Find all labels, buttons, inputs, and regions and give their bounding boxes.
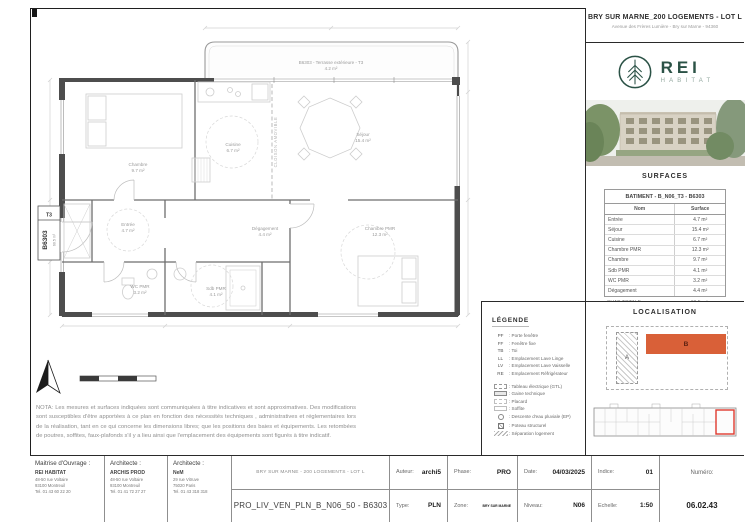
terrace-area: 4.2 m² <box>324 66 338 71</box>
placard-icon <box>494 399 507 404</box>
table-row: Cuisine 6.7 m² <box>605 235 725 245</box>
legend-row: : Descente d'eau pluviale (EP) <box>492 414 581 420</box>
svg-text:Chambre: Chambre <box>128 162 148 167</box>
project-name: BRY SUR MARNE - 200 LOGEMENTS - LOT L <box>232 456 389 490</box>
indice-echelle-cell: Indice: 01 Echelle: 1:50 <box>592 456 660 522</box>
legend-title: LÉGENDE <box>492 317 529 327</box>
table-row: Chambre 9.7 m² <box>605 256 725 266</box>
echelle-value: 1:50 <box>639 502 653 510</box>
project-subtitle: Avenue des Frères Lumière - Bry sur Marne - 94360 <box>611 23 719 29</box>
localisation-panel <box>586 301 744 455</box>
legend-row: : Soffite <box>492 406 581 411</box>
date-niveau-cell: Date: 04/03/2025 Niveau: N06 <box>518 456 592 522</box>
table-row: Chambre PMR 12.3 m² <box>605 246 725 256</box>
svg-text:4.1 m²: 4.1 m² <box>209 292 223 297</box>
legend-row: LL : Emplacement Lave Linge <box>497 355 564 361</box>
legend-row: : Tableau électrique (GTL) <box>492 384 581 389</box>
svg-text:4.7 m²: 4.7 m² <box>121 228 135 233</box>
surfaces-table <box>604 189 726 297</box>
table-row: WC PMR 3.2 m² <box>605 276 725 286</box>
date-value: 04/03/2025 <box>552 468 585 476</box>
legend-row: TB : Toi <box>497 348 518 354</box>
svg-text:Séjour: Séjour <box>356 132 370 137</box>
svg-text:4.4 m²: 4.4 m² <box>258 232 272 237</box>
block-b: B <box>646 334 726 354</box>
project-header <box>586 8 744 43</box>
separation-logement-icon <box>494 431 508 436</box>
building-photo <box>586 100 744 166</box>
surfaces-table-header: Nom Surface <box>605 204 725 215</box>
block-a: A <box>616 332 638 384</box>
auteur-type-cell: Auteur: archi5 Type: PLN <box>390 456 448 522</box>
project-title: BRY SUR MARNE_200 LOGEMENTS - LOT L <box>587 14 743 21</box>
leaf-logo-icon <box>616 53 654 91</box>
svg-text:Dégagement: Dégagement <box>251 226 279 231</box>
numero-cell: Numéro: 06.02.43 <box>686 469 718 510</box>
indice-value: 01 <box>645 468 653 476</box>
gaine-technique-icon <box>494 391 507 396</box>
tableau-electrique-icon <box>494 384 507 389</box>
north-arrow-icon <box>36 360 60 393</box>
surfaces-title: SURFACES <box>641 173 689 180</box>
zone-value: BRY SUR MARNE <box>482 503 511 508</box>
svg-text:Chambre PMR: Chambre PMR <box>364 226 396 231</box>
svg-text:Entrée: Entrée <box>121 222 135 227</box>
key-plan <box>590 400 740 444</box>
unit-type: T3 <box>46 212 52 219</box>
phase-zone-cell: Phase: PRO Zone: BRY SUR MARNE <box>448 456 518 522</box>
table-row: Entrée 4.7 m² <box>605 215 725 225</box>
legend-panel <box>481 301 585 455</box>
nota-text: NOTA: Les mesures et surfaces indiquées sont communiquées à titre indicatives et sont approximatives. Des modifications sont susceptibles d'être apportées à ce plan en fonction des nécessités techniques , administratives et réglementaires lors de la réalisation, tant en ce qui concerne les dimensions libres; que les positions des baies et équipements. Les retombées de poutres, soffites, faux-plafonds s'il y a lieu ainsi que l'emplacement des équipements sont figurés à titre indicatif. <box>36 405 356 439</box>
rei-habitat-logo <box>586 43 744 100</box>
niveau-value: N06 <box>573 502 585 510</box>
unit-area: 60.5 m² <box>52 233 57 247</box>
legend-row: LV : Emplacement Lave Vaisselle <box>497 363 571 369</box>
svg-text:12.3 m²: 12.3 m² <box>372 232 388 237</box>
svg-text:6.7 m²: 6.7 m² <box>226 148 240 153</box>
registration-mark <box>32 9 37 17</box>
svg-text:Sdb PMR: Sdb PMR <box>206 286 226 291</box>
table-row: Sdb PMR 4.1 m² <box>605 266 725 276</box>
svg-text:9.7 m²: 9.7 m² <box>131 168 145 173</box>
architect1-block: Architecte : ARCHIS PROD 48-50 rue Voltaire 93100 Montreuil Tel. 01 41 72 27 27 <box>105 456 168 522</box>
logo-text: REI <box>660 58 701 77</box>
auteur-value: archi5 <box>421 468 441 476</box>
descente-eau-icon <box>498 414 504 420</box>
svg-text:15.4 m²: 15.4 m² <box>355 138 371 143</box>
svg-text:Cuisine: Cuisine <box>225 142 241 147</box>
svg-text:WC PMR: WC PMR <box>130 284 150 289</box>
poteau-structurel-icon <box>498 423 504 429</box>
legend-row: PF : Porte fenêtre <box>497 333 539 338</box>
legend-row: : Séparation logement <box>492 431 581 436</box>
unit-tag <box>38 206 60 260</box>
legend-row: : Placard <box>492 399 581 404</box>
cloison-amovible-label: CLOISON AMOVIBLE <box>273 116 278 168</box>
architect2-block: Architecte : NeM 29 rue Vitruve 75020 Paris Tel. 01 43 318 318 <box>168 456 232 522</box>
type-value: PLN <box>428 502 441 510</box>
legend-row: : Poteau structurel <box>492 423 581 429</box>
title-bar <box>30 455 744 522</box>
owner-block: Maitrise d'Ouvrage : REI HABITAT 48-50 rue Voltaire 93100 Montreuil Tel. 01 43 60 22 20 <box>30 456 105 522</box>
svg-text:3.2 m²: 3.2 m² <box>133 290 147 295</box>
logo-subtext: HABITAT <box>660 78 715 84</box>
legend-row: RE : Emplacement Réfrigérateur <box>497 370 568 376</box>
phase-value: PRO <box>496 468 511 476</box>
table-row: Séjour 15.4 m² <box>605 225 725 235</box>
drawing-id-block <box>232 456 390 522</box>
surfaces-table-title: BATIMENT - B_N06_T3 - B6303 <box>605 190 725 204</box>
table-row: Dégagement 4.4 m² <box>605 286 725 295</box>
scale-bar <box>80 376 156 381</box>
localisation-diagram <box>586 322 744 394</box>
localisation-title: LOCALISATION <box>633 309 697 316</box>
legend-row: FF : Fenêtre fixe <box>497 340 536 346</box>
terrace-label: B6303 - Terrasse extérieure - T3 <box>298 60 364 65</box>
soffite-icon <box>494 406 507 411</box>
unit-number: B6303 <box>42 230 49 250</box>
legend-row: : Gaine technique <box>492 391 581 396</box>
numero-value: 06.02.43 <box>686 501 718 510</box>
drawing-filename: PRO_LIV_VEN_PLN_B_N06_50 - B6303 <box>233 501 388 511</box>
